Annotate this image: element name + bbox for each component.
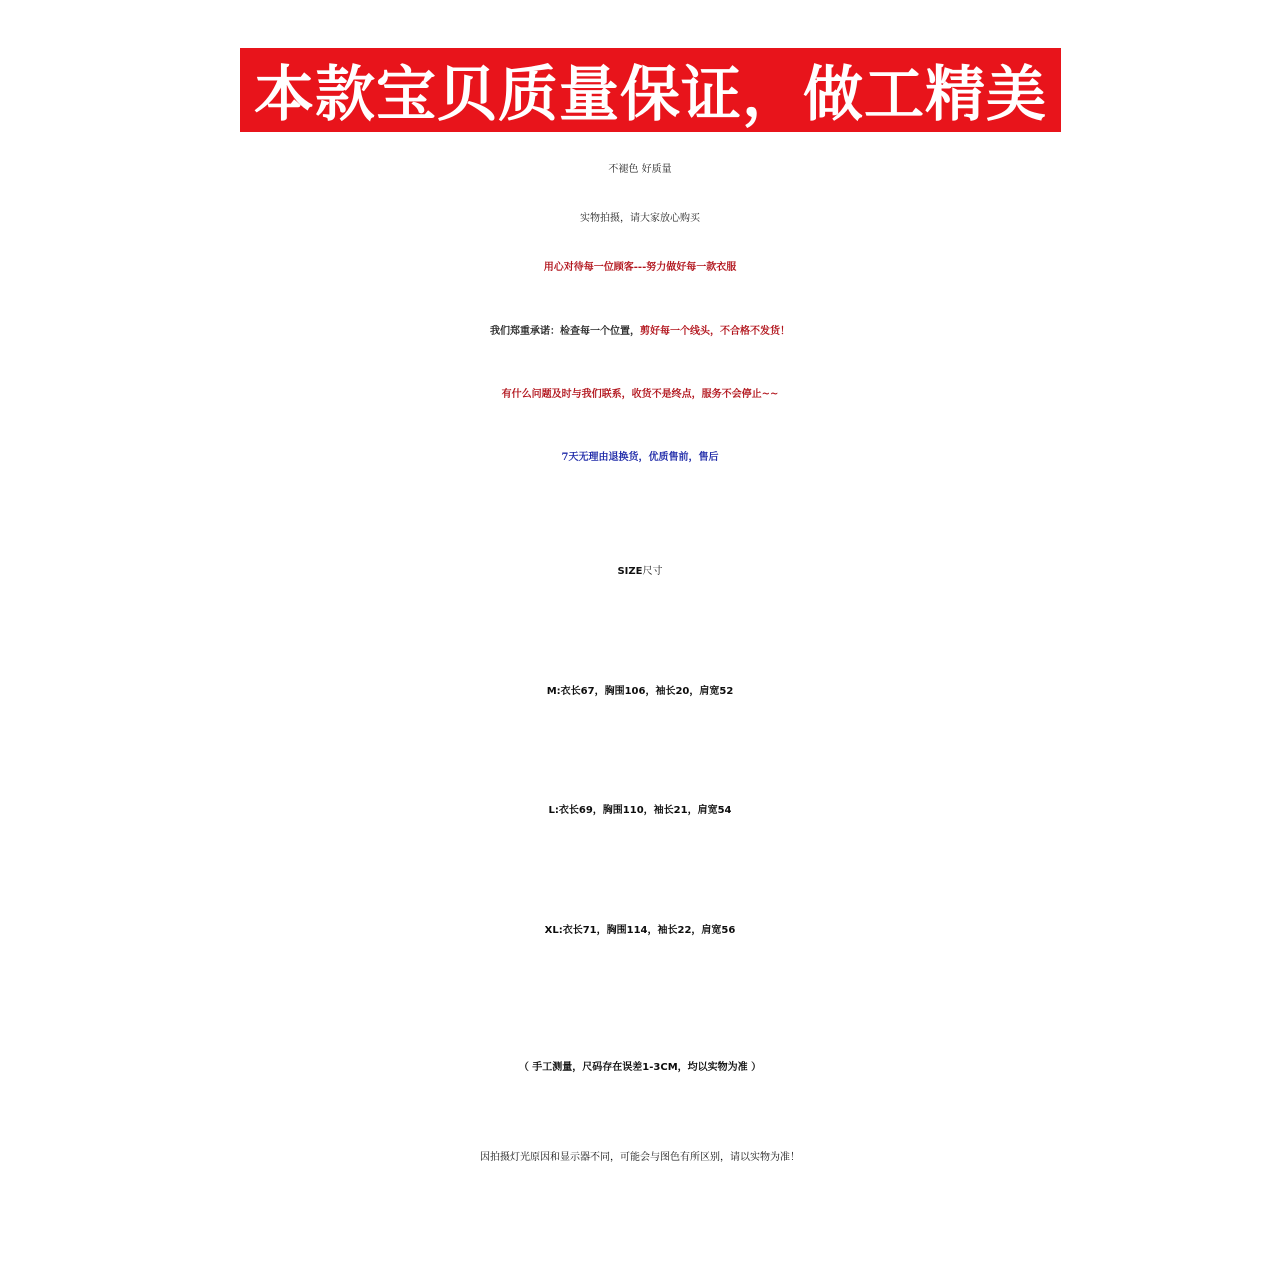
size-title-cjk: 尺寸 [642, 566, 663, 577]
intro-line-2: 实物拍摄，请大家放心购买 [580, 213, 700, 224]
quality-banner [240, 48, 1061, 132]
promise-line-2-part-2: 剪好每一个线头，不合格不发货！ [640, 326, 790, 337]
promise-line-4: 7天无理由退换货，优质售前，售后 [561, 452, 719, 463]
promise-line-1: 用心对待每一位顾客---努力做好每一款衣服 [543, 262, 737, 273]
promise-line-2 [0, 322, 1280, 337]
size-row-l: L:衣长69，胸围110，袖长21，肩宽54 [548, 805, 732, 816]
promise-line-2-part-1: 我们郑重承诺：检查每一个位置， [490, 326, 640, 337]
intro-line-1: 不褪色 好质量 [608, 164, 672, 175]
size-row-xl: XL:衣长71，胸围114，袖长22，肩宽56 [544, 925, 736, 936]
banner-title: 本款宝贝质量保证，做工精美 [254, 60, 1047, 130]
color-disclaimer: 因拍摄灯光原因和显示器不同，可能会与图色有所区别，请以实物为准！ [480, 1152, 800, 1163]
promise-line-3: 有什么问题及时与我们联系，收货不是终点，服务不会停止~~ [501, 389, 779, 400]
size-row-m: M:衣长67，胸围106，袖长20，肩宽52 [546, 686, 734, 697]
measurement-note: （ 手工测量，尺码存在误差1-3CM，均以实物为准 ） [518, 1062, 762, 1073]
size-section-title [0, 562, 1280, 577]
size-title-latin: SIZE [617, 566, 643, 577]
